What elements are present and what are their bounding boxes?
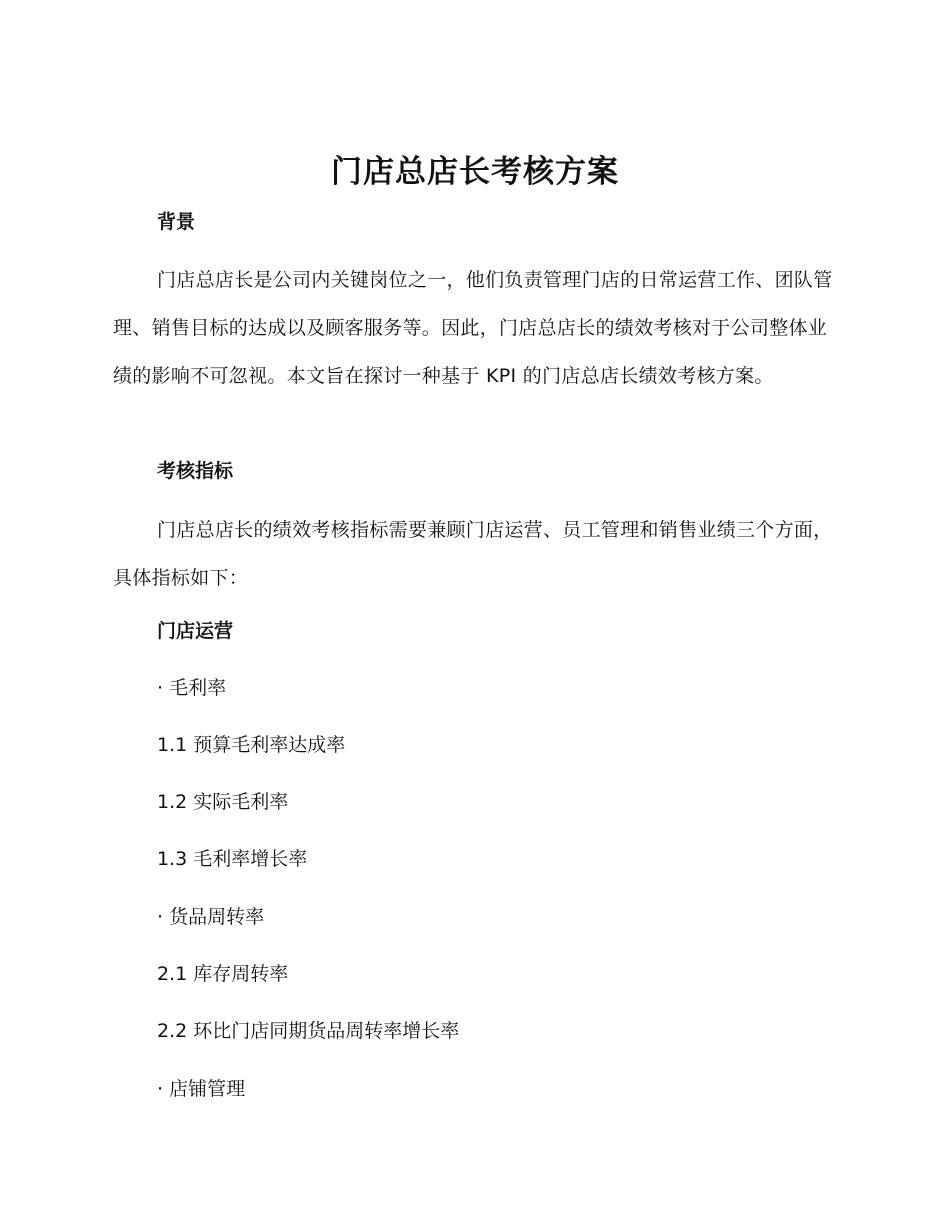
list-item: 1.3 毛利率增长率 xyxy=(157,848,308,870)
list-item: · 毛利率 xyxy=(157,677,227,699)
list-item: 2.2 环比门店同期货品周转率增长率 xyxy=(157,1020,460,1042)
section-heading-background: 背景 xyxy=(157,211,196,233)
section-paragraph-metrics: 门店总店长的绩效考核指标需要兼顾门店运营、员工管理和销售业绩三个方面，具体指标如下： xyxy=(113,519,833,589)
section-heading-metrics: 考核指标 xyxy=(157,460,234,482)
document-title: 门店总店长考核方案 xyxy=(331,154,619,190)
list-item: 1.2 实际毛利率 xyxy=(157,791,289,813)
list-item: 2.1 库存周转率 xyxy=(157,963,289,985)
section-paragraph-background: 门店总店长是公司内关键岗位之一，他们负责管理门店的日常运营工作、团队管理、销售目标的达成以及顾客服务等。因此，门店总店长的绩效考核对于公司整体业绩的影响不可忽视。本文旨在探讨一种基于 KPI 的门店总店长绩效考核方案。 xyxy=(113,269,833,387)
subsection-heading-store-operations: 门店运营 xyxy=(157,620,234,642)
list-item: · 店铺管理 xyxy=(157,1078,246,1100)
list-item: 1.1 预算毛利率达成率 xyxy=(157,734,346,756)
list-item: · 货品周转率 xyxy=(157,906,265,928)
